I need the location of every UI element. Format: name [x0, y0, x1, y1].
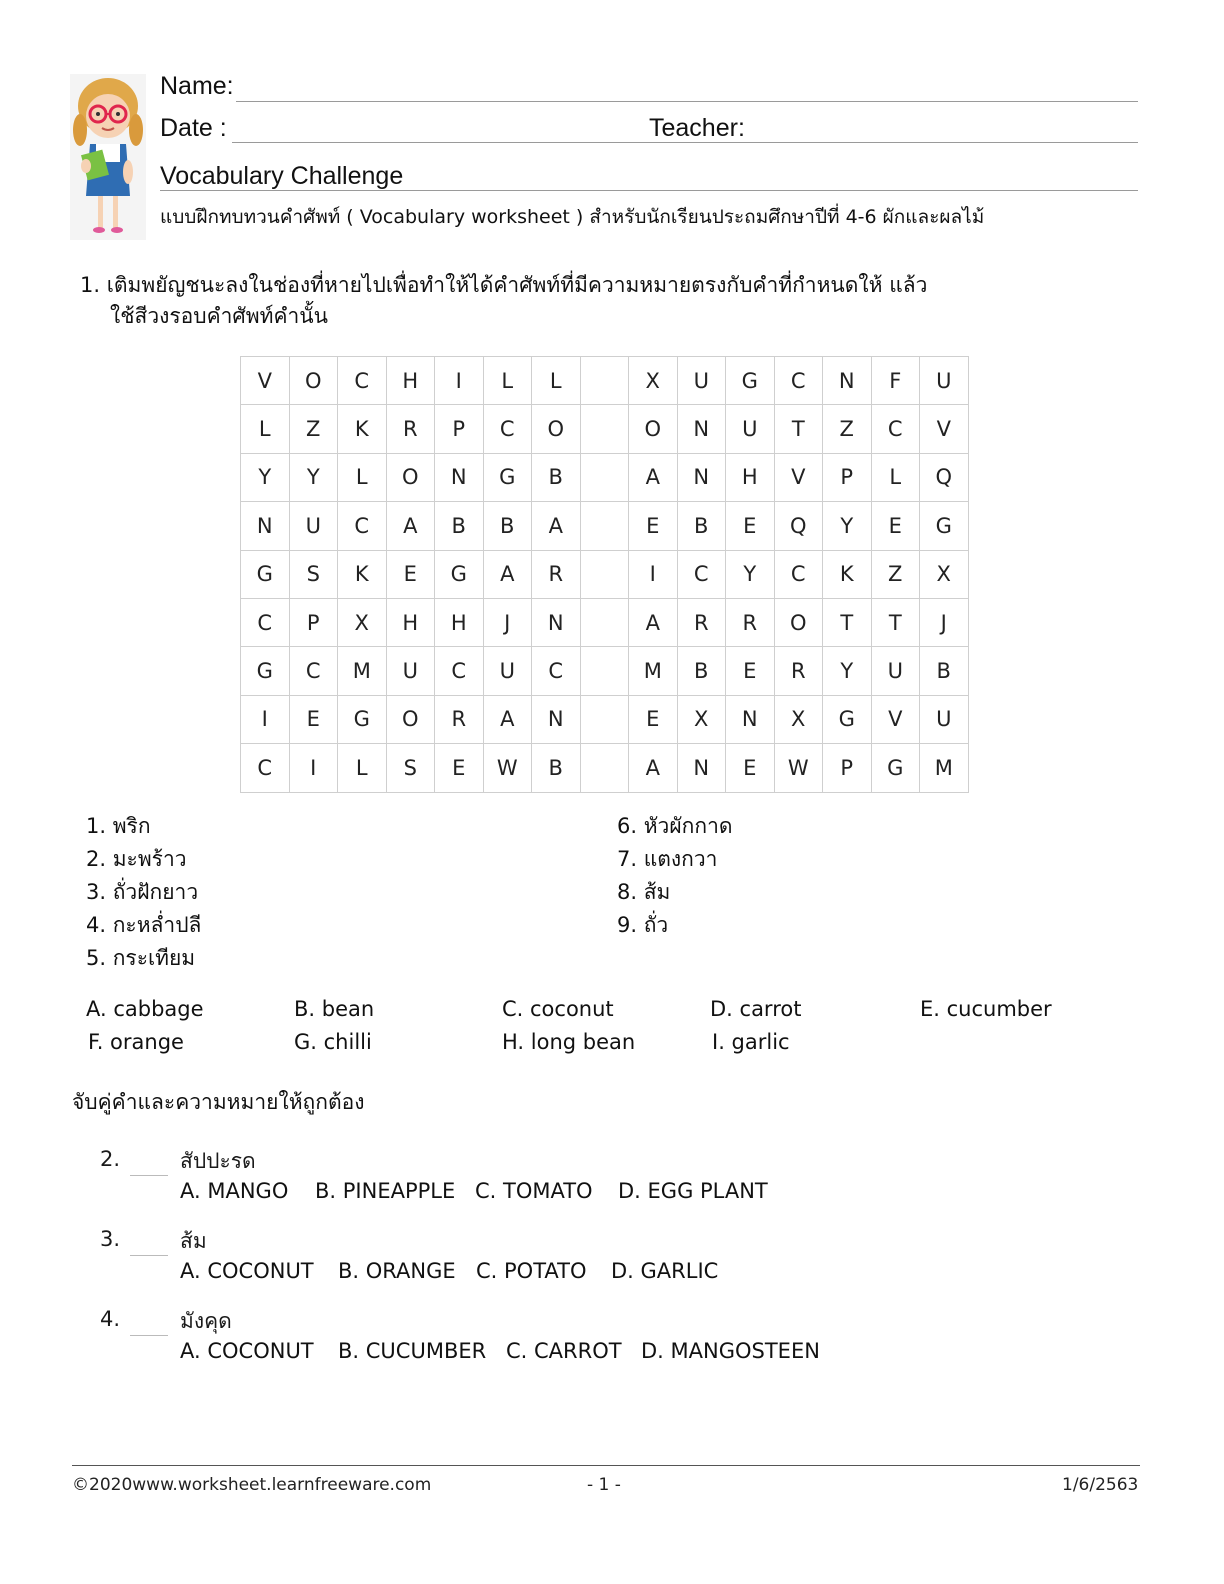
grid-cell[interactable]: C [483, 405, 532, 453]
grid-row [241, 598, 969, 646]
grid-cell[interactable]: N [677, 744, 726, 792]
grid-cell[interactable]: C [871, 405, 920, 453]
answer-blank[interactable] [130, 1335, 168, 1336]
grid-cell[interactable]: T [871, 598, 920, 646]
word-bank-item: D. carrot [710, 997, 802, 1021]
word-bank-item: A. cabbage [86, 997, 204, 1021]
word-bank-item: G. chilli [294, 1030, 372, 1054]
grid-row [241, 502, 969, 550]
grid-cell[interactable]: E [726, 502, 775, 550]
grid-cell[interactable]: L [338, 453, 387, 501]
grid-cell[interactable]: N [435, 453, 484, 501]
answer-blank[interactable] [130, 1255, 168, 1256]
grid-cell[interactable] [580, 502, 629, 550]
grid-cell[interactable]: N [823, 357, 872, 405]
grid-cell[interactable]: H [435, 598, 484, 646]
teacher-label: Teacher: [649, 114, 745, 142]
girl-illustration [70, 74, 146, 240]
instruction-line-1: 1. เติมพยัญชนะลงในช่องที่หายไปเพื่อทำให้ได้คำศัพท์ที่มีความหมายตรงกับคำที่กำหนดให้ แล้ว [80, 273, 928, 297]
clue-item: 8. ส้ม [617, 880, 671, 904]
grid-cell[interactable]: C [532, 647, 581, 695]
grid-cell[interactable]: Y [726, 550, 775, 598]
grid-cell[interactable]: V [774, 453, 823, 501]
grid-cell[interactable]: W [774, 744, 823, 792]
question-word: สัปปะรด [180, 1149, 256, 1173]
grid-cell[interactable]: A [629, 453, 678, 501]
question-number: 2. [100, 1147, 121, 1171]
grid-cell[interactable]: J [483, 598, 532, 646]
grid-cell[interactable]: G [435, 550, 484, 598]
grid-cell[interactable]: O [629, 405, 678, 453]
grid-cell[interactable]: B [677, 502, 726, 550]
word-bank-item: B. bean [294, 997, 375, 1021]
grid-cell[interactable]: L [871, 453, 920, 501]
option: A. MANGO [180, 1179, 289, 1203]
grid-cell[interactable]: N [677, 405, 726, 453]
grid-cell[interactable]: Y [289, 453, 338, 501]
grid-cell[interactable]: C [241, 744, 290, 792]
grid-cell[interactable]: L [241, 405, 290, 453]
clue-item: 6. หัวผักกาด [617, 814, 733, 838]
grid-cell[interactable]: T [774, 405, 823, 453]
grid-cell[interactable]: L [532, 357, 581, 405]
grid-cell[interactable]: U [726, 405, 775, 453]
grid-cell[interactable]: X [677, 695, 726, 743]
grid-cell[interactable]: P [823, 453, 872, 501]
grid-cell[interactable]: C [774, 357, 823, 405]
option: C. POTATO [476, 1259, 587, 1283]
grid-cell[interactable]: R [726, 598, 775, 646]
footer-divider [72, 1465, 1140, 1466]
grid-cell[interactable]: B [435, 502, 484, 550]
instruction-line-2: ใช้สีวงรอบคำศัพท์คำนั้น [110, 304, 328, 328]
date-line[interactable] [232, 142, 1138, 143]
clue-item: 2. มะพร้าว [86, 847, 187, 871]
grid-cell[interactable]: R [677, 598, 726, 646]
grid-cell[interactable]: U [871, 647, 920, 695]
grid-cell[interactable]: G [241, 647, 290, 695]
grid-cell[interactable]: C [289, 647, 338, 695]
grid-row [241, 550, 969, 598]
clue-item: 3. ถั่วฝักยาว [86, 880, 199, 904]
clue-item: 1. พริก [86, 814, 151, 838]
grid-row [241, 357, 969, 405]
date-label: Date : [160, 114, 227, 142]
title-line [160, 190, 1138, 191]
grid-cell[interactable]: N [726, 695, 775, 743]
grid-cell[interactable] [580, 550, 629, 598]
word-search-grid [240, 356, 969, 793]
option: B. ORANGE [338, 1259, 456, 1283]
grid-cell[interactable] [580, 647, 629, 695]
grid-cell[interactable]: G [241, 550, 290, 598]
grid-cell[interactable]: E [435, 744, 484, 792]
grid-cell[interactable]: I [241, 695, 290, 743]
grid-cell[interactable]: G [338, 695, 387, 743]
grid-cell[interactable]: E [629, 502, 678, 550]
grid-cell[interactable] [580, 695, 629, 743]
grid-cell[interactable]: Z [871, 550, 920, 598]
grid-cell[interactable]: A [386, 502, 435, 550]
name-line[interactable] [236, 101, 1138, 102]
grid-row [241, 647, 969, 695]
grid-cell[interactable]: O [386, 453, 435, 501]
grid-cell[interactable]: Y [241, 453, 290, 501]
grid-cell[interactable] [580, 744, 629, 792]
grid-cell[interactable]: E [629, 695, 678, 743]
grid-cell[interactable]: K [823, 550, 872, 598]
footer-copyright: ©2020www.worksheet.learnfreeware.com [72, 1475, 432, 1495]
grid-cell[interactable]: M [338, 647, 387, 695]
grid-cell[interactable]: U [386, 647, 435, 695]
grid-cell[interactable]: E [386, 550, 435, 598]
option: C. CARROT [506, 1339, 622, 1363]
grid-cell[interactable]: Q [920, 453, 969, 501]
grid-row [241, 744, 969, 792]
grid-cell[interactable]: B [532, 744, 581, 792]
grid-cell[interactable]: R [774, 647, 823, 695]
clue-item: 7. แตงกวา [617, 847, 718, 871]
question-number: 3. [100, 1227, 121, 1251]
option: C. TOMATO [475, 1179, 593, 1203]
grid-row [241, 695, 969, 743]
grid-cell[interactable]: C [677, 550, 726, 598]
grid-cell[interactable]: S [289, 550, 338, 598]
footer-page-number: - 1 - [587, 1475, 621, 1495]
option: A. COCONUT [180, 1259, 314, 1283]
grid-cell[interactable]: A [629, 744, 678, 792]
option: A. COCONUT [180, 1339, 314, 1363]
option: D. MANGOSTEEN [641, 1339, 820, 1363]
grid-cell[interactable]: O [289, 357, 338, 405]
grid-cell[interactable]: H [386, 357, 435, 405]
word-bank-item: C. coconut [502, 997, 614, 1021]
grid-cell[interactable]: C [338, 357, 387, 405]
grid-cell[interactable]: N [532, 695, 581, 743]
grid-cell[interactable]: C [435, 647, 484, 695]
grid-cell[interactable]: I [435, 357, 484, 405]
grid-cell[interactable]: I [289, 744, 338, 792]
grid-cell[interactable]: I [629, 550, 678, 598]
grid-cell[interactable]: G [483, 453, 532, 501]
grid-cell[interactable]: X [338, 598, 387, 646]
grid-cell[interactable]: E [289, 695, 338, 743]
grid-cell[interactable]: L [483, 357, 532, 405]
grid-cell[interactable] [580, 357, 629, 405]
grid-cell[interactable]: X [774, 695, 823, 743]
grid-cell[interactable]: V [871, 695, 920, 743]
grid-cell[interactable]: R [532, 550, 581, 598]
word-bank-item: I. garlic [712, 1030, 790, 1054]
grid-cell[interactable]: U [920, 695, 969, 743]
grid-cell[interactable]: S [386, 744, 435, 792]
matching-instruction: จับคู่คำและความหมายให้ถูกต้อง [72, 1090, 365, 1114]
grid-cell[interactable]: N [241, 502, 290, 550]
question-number: 4. [100, 1307, 121, 1331]
grid-cell[interactable]: U [483, 647, 532, 695]
grid-cell[interactable] [580, 405, 629, 453]
grid-cell[interactable]: Y [823, 502, 872, 550]
question-word: มังคุด [180, 1309, 232, 1333]
grid-cell[interactable]: P [823, 744, 872, 792]
word-bank-item: F. orange [88, 1030, 184, 1054]
grid-cell[interactable]: X [920, 550, 969, 598]
grid-cell[interactable]: X [629, 357, 678, 405]
grid-cell[interactable]: G [871, 744, 920, 792]
grid-cell[interactable]: C [338, 502, 387, 550]
grid-cell[interactable] [580, 598, 629, 646]
grid-cell[interactable]: A [483, 695, 532, 743]
grid-cell[interactable]: K [338, 405, 387, 453]
grid-cell[interactable]: K [338, 550, 387, 598]
grid-cell[interactable]: G [823, 695, 872, 743]
grid-cell[interactable]: P [435, 405, 484, 453]
grid-cell[interactable]: U [677, 357, 726, 405]
option: D. EGG PLANT [618, 1179, 768, 1203]
grid-cell[interactable]: E [726, 744, 775, 792]
grid-cell[interactable]: U [289, 502, 338, 550]
grid-cell[interactable]: H [726, 453, 775, 501]
grid-cell[interactable]: W [483, 744, 532, 792]
grid-cell[interactable]: P [289, 598, 338, 646]
grid-cell[interactable]: B [920, 647, 969, 695]
grid-cell[interactable]: G [726, 357, 775, 405]
grid-row [241, 405, 969, 453]
subtitle: แบบฝึกทบทวนคำศัพท์ ( Vocabulary worksheet ) สำหรับนักเรียนประถมศึกษาปีที่ 4-6 ผักและผลไม้ [160, 206, 985, 228]
page-title: Vocabulary Challenge [160, 162, 404, 190]
option: D. GARLIC [611, 1259, 719, 1283]
grid-cell[interactable]: C [774, 550, 823, 598]
grid-cell[interactable]: E [726, 647, 775, 695]
grid-cell[interactable]: H [386, 598, 435, 646]
grid-cell[interactable]: A [483, 550, 532, 598]
grid-cell[interactable]: L [338, 744, 387, 792]
grid-cell[interactable]: F [871, 357, 920, 405]
grid-cell[interactable]: R [435, 695, 484, 743]
grid-cell[interactable]: B [677, 647, 726, 695]
clue-item: 4. กะหล่ำปลี [86, 913, 202, 937]
grid-cell[interactable]: C [241, 598, 290, 646]
option: B. PINEAPPLE [315, 1179, 456, 1203]
grid-cell[interactable]: R [386, 405, 435, 453]
grid-cell[interactable]: N [532, 598, 581, 646]
grid-cell[interactable]: O [774, 598, 823, 646]
grid-cell[interactable]: O [532, 405, 581, 453]
grid-cell[interactable]: Z [289, 405, 338, 453]
grid-cell[interactable]: V [241, 357, 290, 405]
grid-cell[interactable]: T [823, 598, 872, 646]
clue-item: 9. ถั่ว [617, 913, 669, 937]
word-bank-item: E. cucumber [920, 997, 1052, 1021]
word-bank-item: H. long bean [502, 1030, 636, 1054]
grid-row [241, 453, 969, 501]
grid-cell[interactable]: Y [823, 647, 872, 695]
grid-cell[interactable]: V [920, 405, 969, 453]
grid-cell[interactable]: B [532, 453, 581, 501]
grid-cell[interactable]: U [920, 357, 969, 405]
footer-date: 1/6/2563 [1062, 1475, 1139, 1495]
name-label: Name: [160, 72, 234, 100]
clue-item: 5. กระเทียม [86, 946, 196, 970]
grid-cell[interactable]: E [871, 502, 920, 550]
grid-cell[interactable]: A [629, 598, 678, 646]
grid-cell[interactable]: J [920, 598, 969, 646]
grid-cell[interactable]: N [677, 453, 726, 501]
grid-cell[interactable]: Z [823, 405, 872, 453]
question-word: ส้ม [180, 1229, 207, 1253]
grid-cell[interactable] [580, 453, 629, 501]
answer-blank[interactable] [130, 1175, 168, 1176]
option: B. CUCUMBER [338, 1339, 487, 1363]
grid-cell[interactable]: A [532, 502, 581, 550]
grid-cell[interactable]: O [386, 695, 435, 743]
grid-cell[interactable]: B [483, 502, 532, 550]
grid-cell[interactable]: G [920, 502, 969, 550]
grid-cell[interactable]: M [920, 744, 969, 792]
grid-cell[interactable]: Q [774, 502, 823, 550]
grid-cell[interactable]: M [629, 647, 678, 695]
